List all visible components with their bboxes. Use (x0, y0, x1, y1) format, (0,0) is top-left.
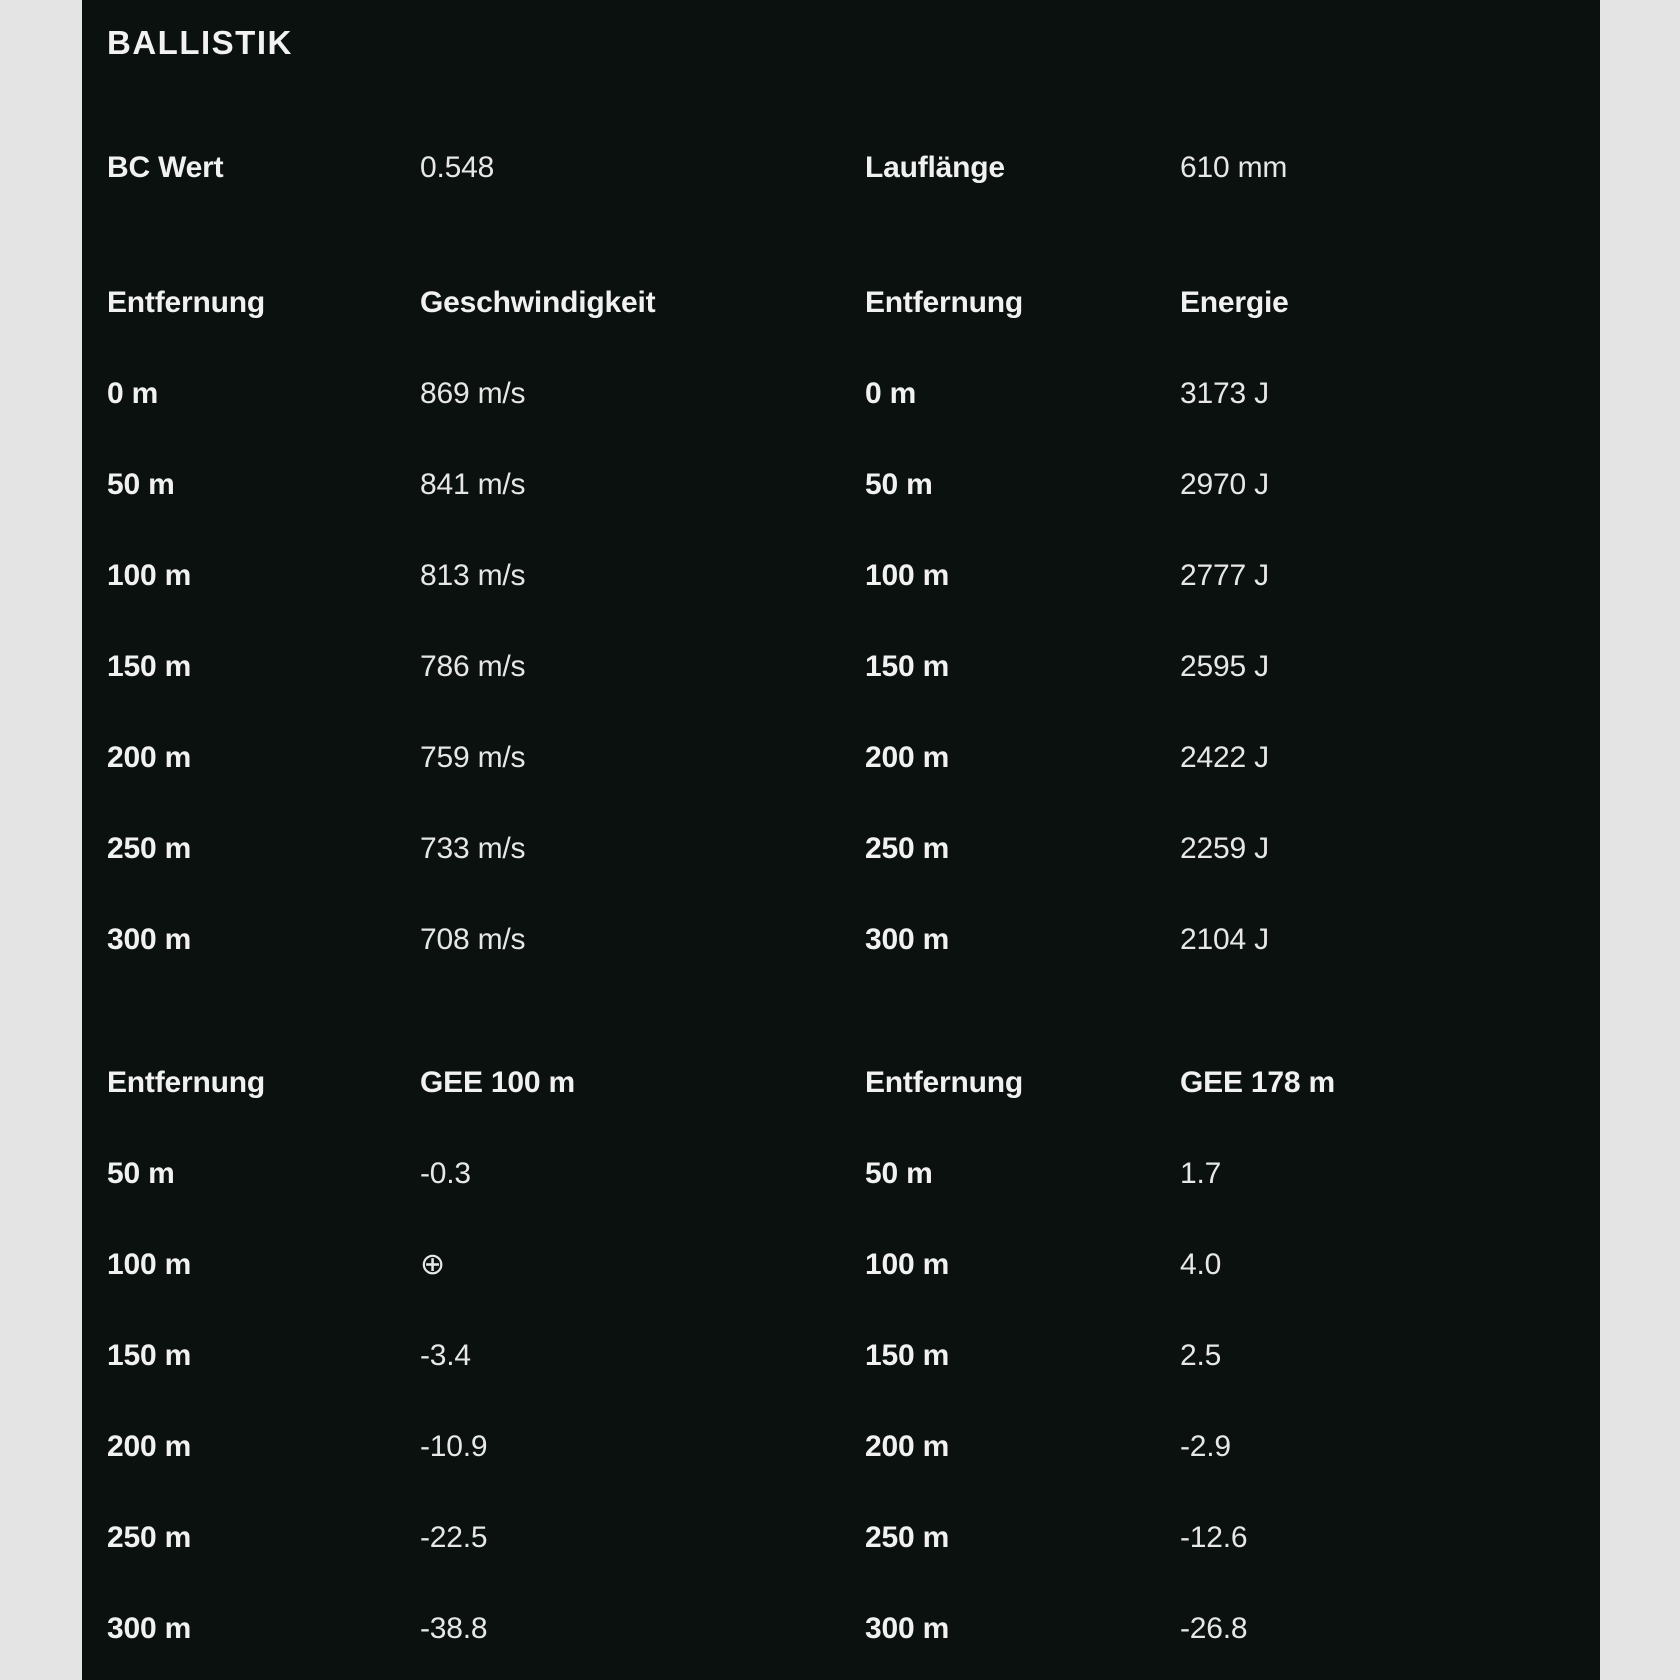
table-row (107, 1583, 1570, 1674)
summary-row (107, 122, 1570, 213)
value-cell: -22.5 (420, 1520, 488, 1554)
distance-cell: 100 m (865, 1247, 950, 1281)
value-cell: -12.6 (1180, 1520, 1248, 1554)
value-cell: 2970 J (1180, 467, 1269, 501)
distance-cell: 50 m (107, 467, 175, 501)
value-cell: -26.8 (1180, 1611, 1248, 1645)
distance-cell: 250 m (865, 831, 950, 865)
table-row (107, 1128, 1570, 1219)
table-row (107, 348, 1570, 439)
column-header-distance: Entfernung (107, 1065, 265, 1099)
column-header-velocity: Geschwindigkeit (420, 285, 656, 319)
distance-cell: 0 m (865, 376, 917, 410)
column-header-distance: Entfernung (865, 1065, 1023, 1099)
distance-cell: 300 m (865, 1611, 950, 1645)
value-cell: 2595 J (1180, 649, 1269, 683)
velocity-energy-table (107, 348, 1570, 985)
distance-cell: 200 m (865, 740, 950, 774)
distance-cell: 50 m (865, 467, 933, 501)
table-row (107, 1492, 1570, 1583)
table-row (107, 894, 1570, 985)
ballistics-panel (82, 0, 1600, 1680)
value-cell: 1.7 (1180, 1156, 1222, 1190)
table-row (107, 439, 1570, 530)
column-header-gee-100: GEE 100 m (420, 1065, 575, 1099)
value-cell: 841 m/s (420, 467, 526, 501)
distance-cell: 150 m (865, 1338, 950, 1372)
distance-cell: 100 m (107, 558, 192, 592)
column-header-gee-178: GEE 178 m (1180, 1065, 1335, 1099)
value-cell: 813 m/s (420, 558, 526, 592)
column-header-distance: Entfernung (865, 285, 1023, 319)
barrel-length-value: 610 mm (1180, 150, 1288, 184)
value-cell: 733 m/s (420, 831, 526, 865)
value-cell: -0.3 (420, 1156, 471, 1190)
gee-table (107, 1128, 1570, 1674)
distance-cell: 150 m (107, 1338, 192, 1372)
table-row (107, 1401, 1570, 1492)
value-cell: 3173 J (1180, 376, 1269, 410)
value-cell: 2.5 (1180, 1338, 1222, 1372)
table-row (107, 1219, 1570, 1310)
value-cell: -3.4 (420, 1338, 471, 1372)
table-row (107, 530, 1570, 621)
column-header-distance: Entfernung (107, 285, 265, 319)
value-cell: -2.9 (1180, 1429, 1231, 1463)
value-cell: ⊕ (420, 1247, 445, 1281)
table-row (107, 803, 1570, 894)
value-cell: 2104 J (1180, 922, 1269, 956)
distance-cell: 150 m (107, 649, 192, 683)
distance-cell: 100 m (865, 558, 950, 592)
value-cell: 786 m/s (420, 649, 526, 683)
distance-cell: 50 m (107, 1156, 175, 1190)
column-header-energy: Energie (1180, 285, 1289, 319)
distance-cell: 250 m (107, 1520, 192, 1554)
distance-cell: 200 m (107, 1429, 192, 1463)
distance-cell: 250 m (865, 1520, 950, 1554)
distance-cell: 100 m (107, 1247, 192, 1281)
value-cell: 4.0 (1180, 1247, 1222, 1281)
distance-cell: 0 m (107, 376, 159, 410)
table-row (107, 1310, 1570, 1401)
distance-cell: 200 m (865, 1429, 950, 1463)
value-cell: 759 m/s (420, 740, 526, 774)
value-cell: 869 m/s (420, 376, 526, 410)
bc-value: 0.548 (420, 150, 495, 184)
bc-label: BC Wert (107, 150, 224, 184)
value-cell: 708 m/s (420, 922, 526, 956)
distance-cell: 250 m (107, 831, 192, 865)
value-cell: -38.8 (420, 1611, 488, 1645)
distance-cell: 300 m (107, 1611, 192, 1645)
distance-cell: 300 m (865, 922, 950, 956)
distance-cell: 200 m (107, 740, 192, 774)
value-cell: -10.9 (420, 1429, 488, 1463)
table-row (107, 712, 1570, 803)
velocity-energy-header-row (107, 257, 1570, 348)
value-cell: 2777 J (1180, 558, 1269, 592)
value-cell: 2422 J (1180, 740, 1269, 774)
panel-title: BALLISTIK (107, 24, 293, 61)
table-row (107, 621, 1570, 712)
barrel-length-label: Lauflänge (865, 150, 1005, 184)
distance-cell: 300 m (107, 922, 192, 956)
distance-cell: 50 m (865, 1156, 933, 1190)
gee-header-row (107, 1037, 1570, 1128)
value-cell: 2259 J (1180, 831, 1269, 865)
distance-cell: 150 m (865, 649, 950, 683)
